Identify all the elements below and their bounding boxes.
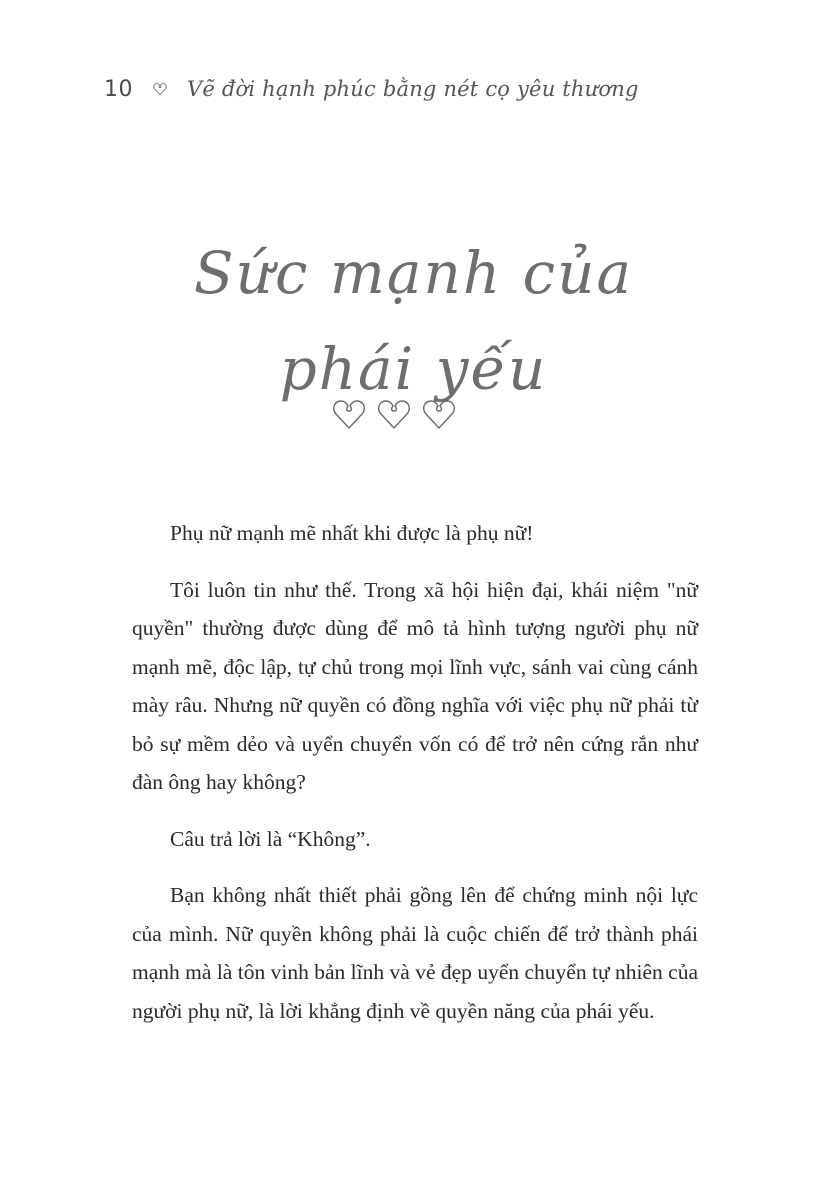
paragraph: Tôi luôn tin như thế. Trong xã hội hiện đại, khái niệm "nữ quyền" thường được dùng để mô tả hình tượng người phụ nữ mạnh mẽ, độc lập, tự chủ trong mọi lĩnh vực, sánh vai cùng cánh mày râu. Nhưng nữ quyền có đồng nghĩa với việc phụ nữ phải từ bỏ sự mềm dẻo và uyển chuyển vốn có để trở nên cứng rắn như đàn ông hay không? [132,577,698,794]
heart-outline-icon [332,398,366,430]
heart-outline-icon [377,398,411,430]
paragraph: Câu trả lời là “Không”. [170,826,371,851]
heart-ornament [332,398,456,430]
paragraph: Phụ nữ mạnh mẽ nhất khi được là phụ nữ! [170,521,534,545]
heart-outline-icon [422,398,456,430]
running-head [104,72,639,106]
heart-outline-icon [153,82,167,96]
page-number: 10 [104,76,133,102]
chapter-title-line-1: Sức mạnh của [193,238,634,307]
chapter-title-line-2: phái yếu [279,334,548,403]
paragraph: Bạn không nhất thiết phải gồng lên để chứng minh nội lực của mình. Nữ quyền không phải là cuộc chiến để trở thành phái mạnh mà là tôn vinh bản lĩnh và vẻ đẹp uyển chuyển tự nhiên của người phụ nữ, là lời khẳng định về quyền năng của phái yếu. [132,883,698,1023]
chapter-title [0,225,827,417]
body-text [132,514,698,1048]
book-title: Vẽ đời hạnh phúc bằng nét cọ yêu thương [187,77,639,101]
